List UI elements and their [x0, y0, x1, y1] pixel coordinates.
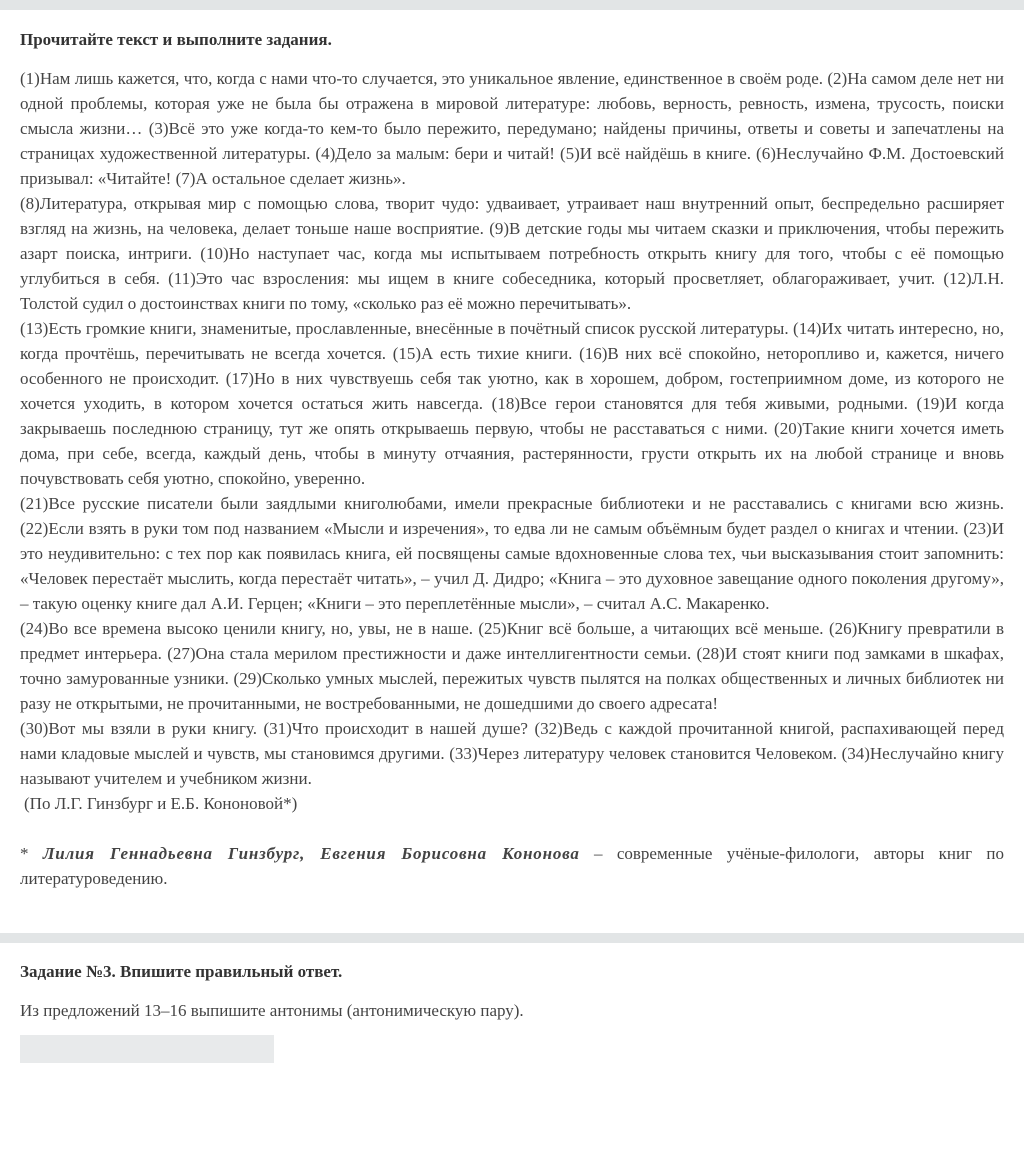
footnote-names: Лилия Геннадьевна Гинзбург, Евгения Борисовна Кононова: [42, 844, 580, 863]
top-band: [0, 0, 1024, 10]
footnote: [20, 841, 1004, 891]
footnote-marker: *: [20, 844, 43, 863]
text-paragraph: (13)Есть громкие книги, знаменитые, прославленные, внесённые в почётный список русской литературы. (14)Их читать интересно, но, когда прочтёшь, перечитывать не всегда хочется. (15)А есть тихие книги. (16)В них всё спокойно, неторопливо и, кажется, ничего особенного не происходит. (17)Но в них чувствуешь себя так уютно, как в хорошем, добром, гостеприимном доме, из которого не хочется уходить, в котором хочется остаться жить навсегда. (18)Все герои становятся для тебя живыми, родными. (19)И когда закрываешь последнюю страницу, тут же опять открываешь первую, чтобы не расставаться с ними. (20)Такие книги хочется иметь дома, при себе, всегда, каждый день, чтобы в минуту отчаяния, растерянности, грусти открыть их на любой странице и вновь почувствовать себя уютно, спокойно, уверенно.: [20, 319, 1004, 488]
text-paragraph: (1)Нам лишь кажется, что, когда с нами что-то случается, это уникальное явление, единственное в своём роде. (2)На самом деле нет ни одной проблемы, которая уже не была бы отражена в мировой литературе: любовь, верность, ревность, измена, трусость, поиски смысла жизни… (3)Всё это уже когда-то кем-то было пережито, передумано; найдены причины, ответы и советы и запечатлены на страницах художественной литературы. (4)Дело за малым: бери и читай! (5)И всё найдёшь в книге. (6)Неслучайно Ф.М. Достоевский призывал: «Читайте! (7)А остальное сделает жизнь».: [20, 69, 1004, 188]
section-separator: [0, 933, 1024, 943]
task-question: Из предложений 13–16 выпишите антонимы (антонимическую пару).: [20, 1001, 524, 1020]
text-paragraph: (8)Литература, открывая мир с помощью слова, творит чудо: удваивает, утраивает наш внутренний опыт, беспредельно расширяет взгляд на жизнь, на человека, делает тоньше наше восприятие. (9)В детские годы мы читаем сказки и приключения, чтобы пережить азарт поиска, интриги. (10)Но наступает час, когда мы испытываем потребность открыть книгу для того, чтобы с её помощью углубиться в себя. (11)Это час взросления: мы ищем в книге собеседника, который просветляет, облагораживает, учит. (12)Л.Н. Толстой судил о достоинствах книги по тому, «сколько раз её можно перечитывать».: [20, 194, 1004, 313]
text-paragraph: (21)Все русские писатели были заядлыми книголюбами, имели прекрасные библиотеки и не расставались с книгами всю жизнь. (22)Если взять в руки том под названием «Мысли и изречения», то едва ли не самым объёмным будет раздел о книгах и чтении. (23)И это неудивительно: с тех пор как появилась книга, ей посвящены самые вдохновенные слова тех, чьи высказывания стоит запомнить: «Человек перестаёт мыслить, когда перестаёт читать», – учил Д. Дидро; «Книга – это духовное завещание одного поколения другому», – такую оценку книге дал А.И. Герцен; «Книги – это переплетённые мысли», – считал А.С. Макаренко.: [20, 494, 1004, 613]
text-paragraph: (24)Во все времена высоко ценили книгу, но, увы, не в наше. (25)Книг всё больше, а читающих всё меньше. (26)Книгу превратили в предмет интерьера. (27)Она стала мерилом престижности и даже интеллигентности семьи. (28)И стоят книги под замками в шкафах, точно замурованные узники. (29)Сколько умных мыслей, пережитых чувств пылятся на полках общественных и личных библиотек ни разу не открытыми, не прочитанными, не востребованными, не дошедшими до своего адресата!: [20, 619, 1004, 713]
reading-section: [0, 10, 1024, 891]
text-source: (По Л.Г. Гинзбург и Е.Б. Кононовой*): [24, 794, 298, 813]
reading-text: [20, 66, 1004, 891]
answer-input[interactable]: [20, 1035, 274, 1063]
task-title: Задание №3. Впишите правильный ответ.: [20, 962, 343, 981]
task-section: [0, 943, 1024, 1063]
reading-title: Прочитайте текст и выполните задания.: [20, 30, 332, 49]
footnote-text: – современные учёные-филологи, авторы книг по литературоведению.: [20, 844, 1004, 888]
text-paragraph: (30)Вот мы взяли в руки книгу. (31)Что происходит в нашей душе? (32)Ведь с каждой прочитанной книгой, распахивающей перед нами кладовые мыслей и чувств, мы становимся другими. (33)Через литературу человек становится Человеком. (34)Неслучайно книгу называют учителем и учебником жизни.: [20, 719, 1004, 788]
